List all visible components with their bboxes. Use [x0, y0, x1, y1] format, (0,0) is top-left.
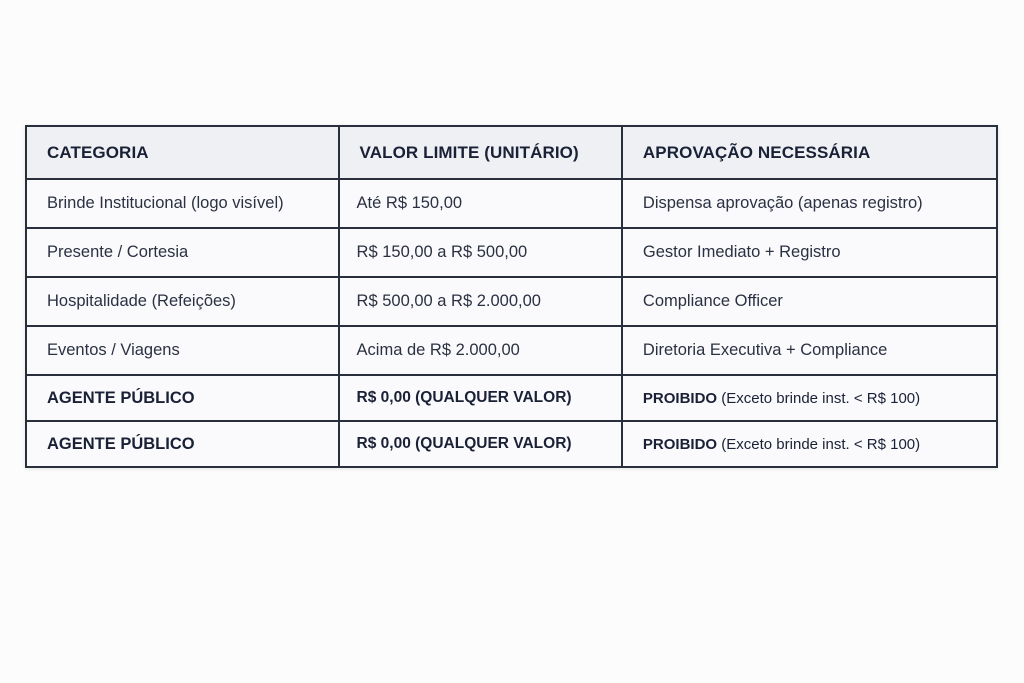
exception-note: (Exceto brinde inst. < R$ 100): [721, 389, 921, 407]
category-cell: AGENTE PÚBLICO: [26, 375, 339, 421]
table-row: [26, 277, 997, 326]
limit-cell: R$ 150,00 a R$ 500,00: [339, 228, 622, 277]
category-cell: Presente / Cortesia: [26, 228, 339, 277]
approval-cell: Compliance Officer: [622, 277, 997, 326]
table-row: [26, 179, 997, 228]
header-approval: APROVAÇÃO NECESSÁRIA: [622, 126, 997, 179]
table-row: [26, 228, 997, 277]
approval-cell: Dispensa aprovação (apenas registro): [622, 179, 997, 228]
limit-cell: Até R$ 150,00: [339, 179, 622, 228]
gift-policy-table: [25, 125, 998, 468]
limit-cell: R$ 500,00 a R$ 2.000,00: [339, 277, 622, 326]
category-cell: Brinde Institucional (logo visível): [26, 179, 339, 228]
category-cell: AGENTE PÚBLICO: [26, 421, 339, 467]
table-row-public-agent: [26, 421, 997, 467]
approval-cell: Gestor Imediato + Registro: [622, 228, 997, 277]
limit-cell: R$ 0,00 (QUALQUER VALOR): [339, 421, 622, 467]
limit-cell: R$ 0,00 (QUALQUER VALOR): [339, 375, 622, 421]
approval-cell: [622, 421, 997, 467]
prohibited-label: PROIBIDO: [642, 389, 718, 407]
prohibited-label: PROIBIDO: [642, 435, 718, 453]
category-cell: Hospitalidade (Refeições): [26, 277, 339, 326]
limit-cell: Acima de R$ 2.000,00: [339, 326, 622, 375]
header-category: CATEGORIA: [26, 126, 339, 179]
approval-cell: Diretoria Executiva + Compliance: [622, 326, 997, 375]
approval-cell: [622, 375, 997, 421]
category-cell: Eventos / Viagens: [26, 326, 339, 375]
table-row: [26, 326, 997, 375]
header-limit: VALOR LIMITE (UNITÁRIO): [339, 126, 622, 179]
table-row-public-agent: [26, 375, 997, 421]
exception-note: (Exceto brinde inst. < R$ 100): [721, 435, 921, 453]
header-row: [26, 126, 997, 179]
